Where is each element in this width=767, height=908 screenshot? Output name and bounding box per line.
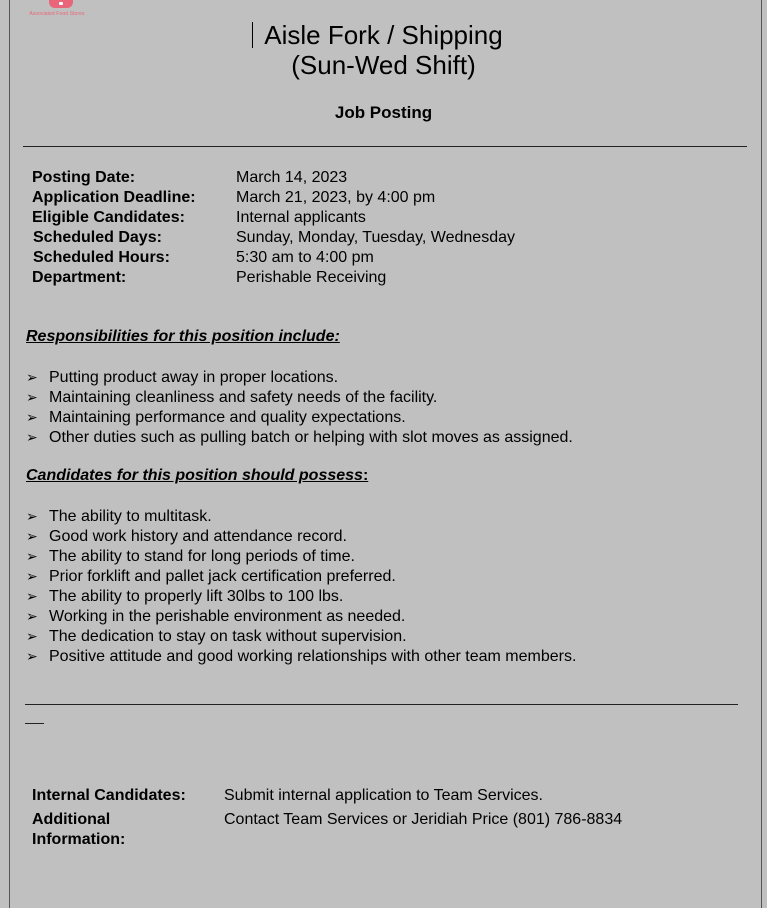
info-label: Scheduled Hours:: [33, 249, 170, 266]
divider-bottom: [25, 704, 738, 705]
list-item: ➢ Good work history and attendance record.: [26, 528, 347, 545]
info-value: March 14, 2023: [236, 169, 348, 186]
arrow-bullet-icon: ➢: [26, 389, 38, 405]
list-item: ➢ Positive attitude and good working relationships with other team members.: [26, 648, 577, 665]
divider-overflow-dash: [25, 723, 44, 724]
job-title: Aisle Fork / Shipping: [264, 20, 503, 50]
arrow-bullet-icon: ➢: [26, 369, 38, 385]
arrow-bullet-icon: ➢: [26, 588, 38, 604]
list-item: ➢ Prior forklift and pallet jack certification preferred.: [26, 568, 396, 585]
list-item: ➢ Maintaining cleanliness and safety needs of the facility.: [26, 389, 438, 406]
additional-info-value: Contact Team Services or Jeridiah Price (801) 786-8834: [224, 811, 623, 828]
arrow-bullet-icon: ➢: [26, 429, 38, 445]
candidates-heading: Candidates for this position should possess:: [26, 467, 369, 484]
arrow-bullet-icon: ➢: [26, 628, 38, 644]
info-value: 5:30 am to 4:00 pm: [236, 249, 374, 266]
additional-info-label-line2: Information:: [32, 831, 126, 848]
info-value: March 21, 2023, by 4:00 pm: [236, 189, 436, 206]
list-item: ➢ Working in the perishable environment as needed.: [26, 608, 406, 625]
arrow-bullet-icon: ➢: [26, 608, 38, 624]
internal-candidates-value: Submit internal application to Team Services.: [224, 787, 543, 804]
logo-text: Associated Food Stores: [29, 11, 85, 17]
internal-candidates-label: Internal Candidates:: [32, 787, 186, 804]
responsibilities-heading: Responsibilities for this position include:: [26, 328, 340, 345]
heading-colon: :: [362, 467, 369, 484]
divider-top: [23, 146, 747, 147]
info-value: Perishable Receiving: [236, 269, 387, 286]
arrow-bullet-icon: ➢: [26, 648, 38, 664]
arrow-bullet-icon: ➢: [26, 409, 38, 425]
document-subtitle: Job Posting: [334, 103, 433, 122]
info-value: Sunday, Monday, Tuesday, Wednesday: [236, 229, 515, 246]
arrow-bullet-icon: ➢: [26, 528, 38, 544]
list-item: ➢ The ability to properly lift 30lbs to 100 lbs.: [26, 588, 344, 605]
info-label: Scheduled Days:: [33, 229, 162, 246]
list-item: ➢ The ability to stand for long periods of time.: [26, 548, 355, 565]
arrow-bullet-icon: ➢: [26, 508, 38, 524]
list-item: ➢ The dedication to stay on task without supervision.: [26, 628, 407, 645]
list-item: ➢ The ability to multitask.: [26, 508, 212, 525]
list-item: ➢ Putting product away in proper locations.: [26, 369, 339, 386]
info-label: Eligible Candidates:: [32, 209, 185, 226]
list-item: ➢ Other duties such as pulling batch or helping with slot moves as assigned.: [26, 429, 573, 446]
info-label: Posting Date:: [32, 169, 136, 186]
info-label: Department:: [32, 269, 127, 286]
additional-info-label-line1: Additional: [32, 811, 111, 828]
info-value: Internal applicants: [236, 209, 366, 226]
arrow-bullet-icon: ➢: [26, 568, 38, 584]
job-shift: (Sun-Wed Shift): [291, 50, 476, 80]
document-page: [9, 0, 762, 908]
arrow-bullet-icon: ➢: [26, 548, 38, 564]
company-logo: [26, 0, 88, 20]
list-item: ➢ Maintaining performance and quality expectations.: [26, 409, 406, 426]
logo-mark-icon: [49, 0, 73, 8]
info-label: Application Deadline:: [32, 189, 196, 206]
